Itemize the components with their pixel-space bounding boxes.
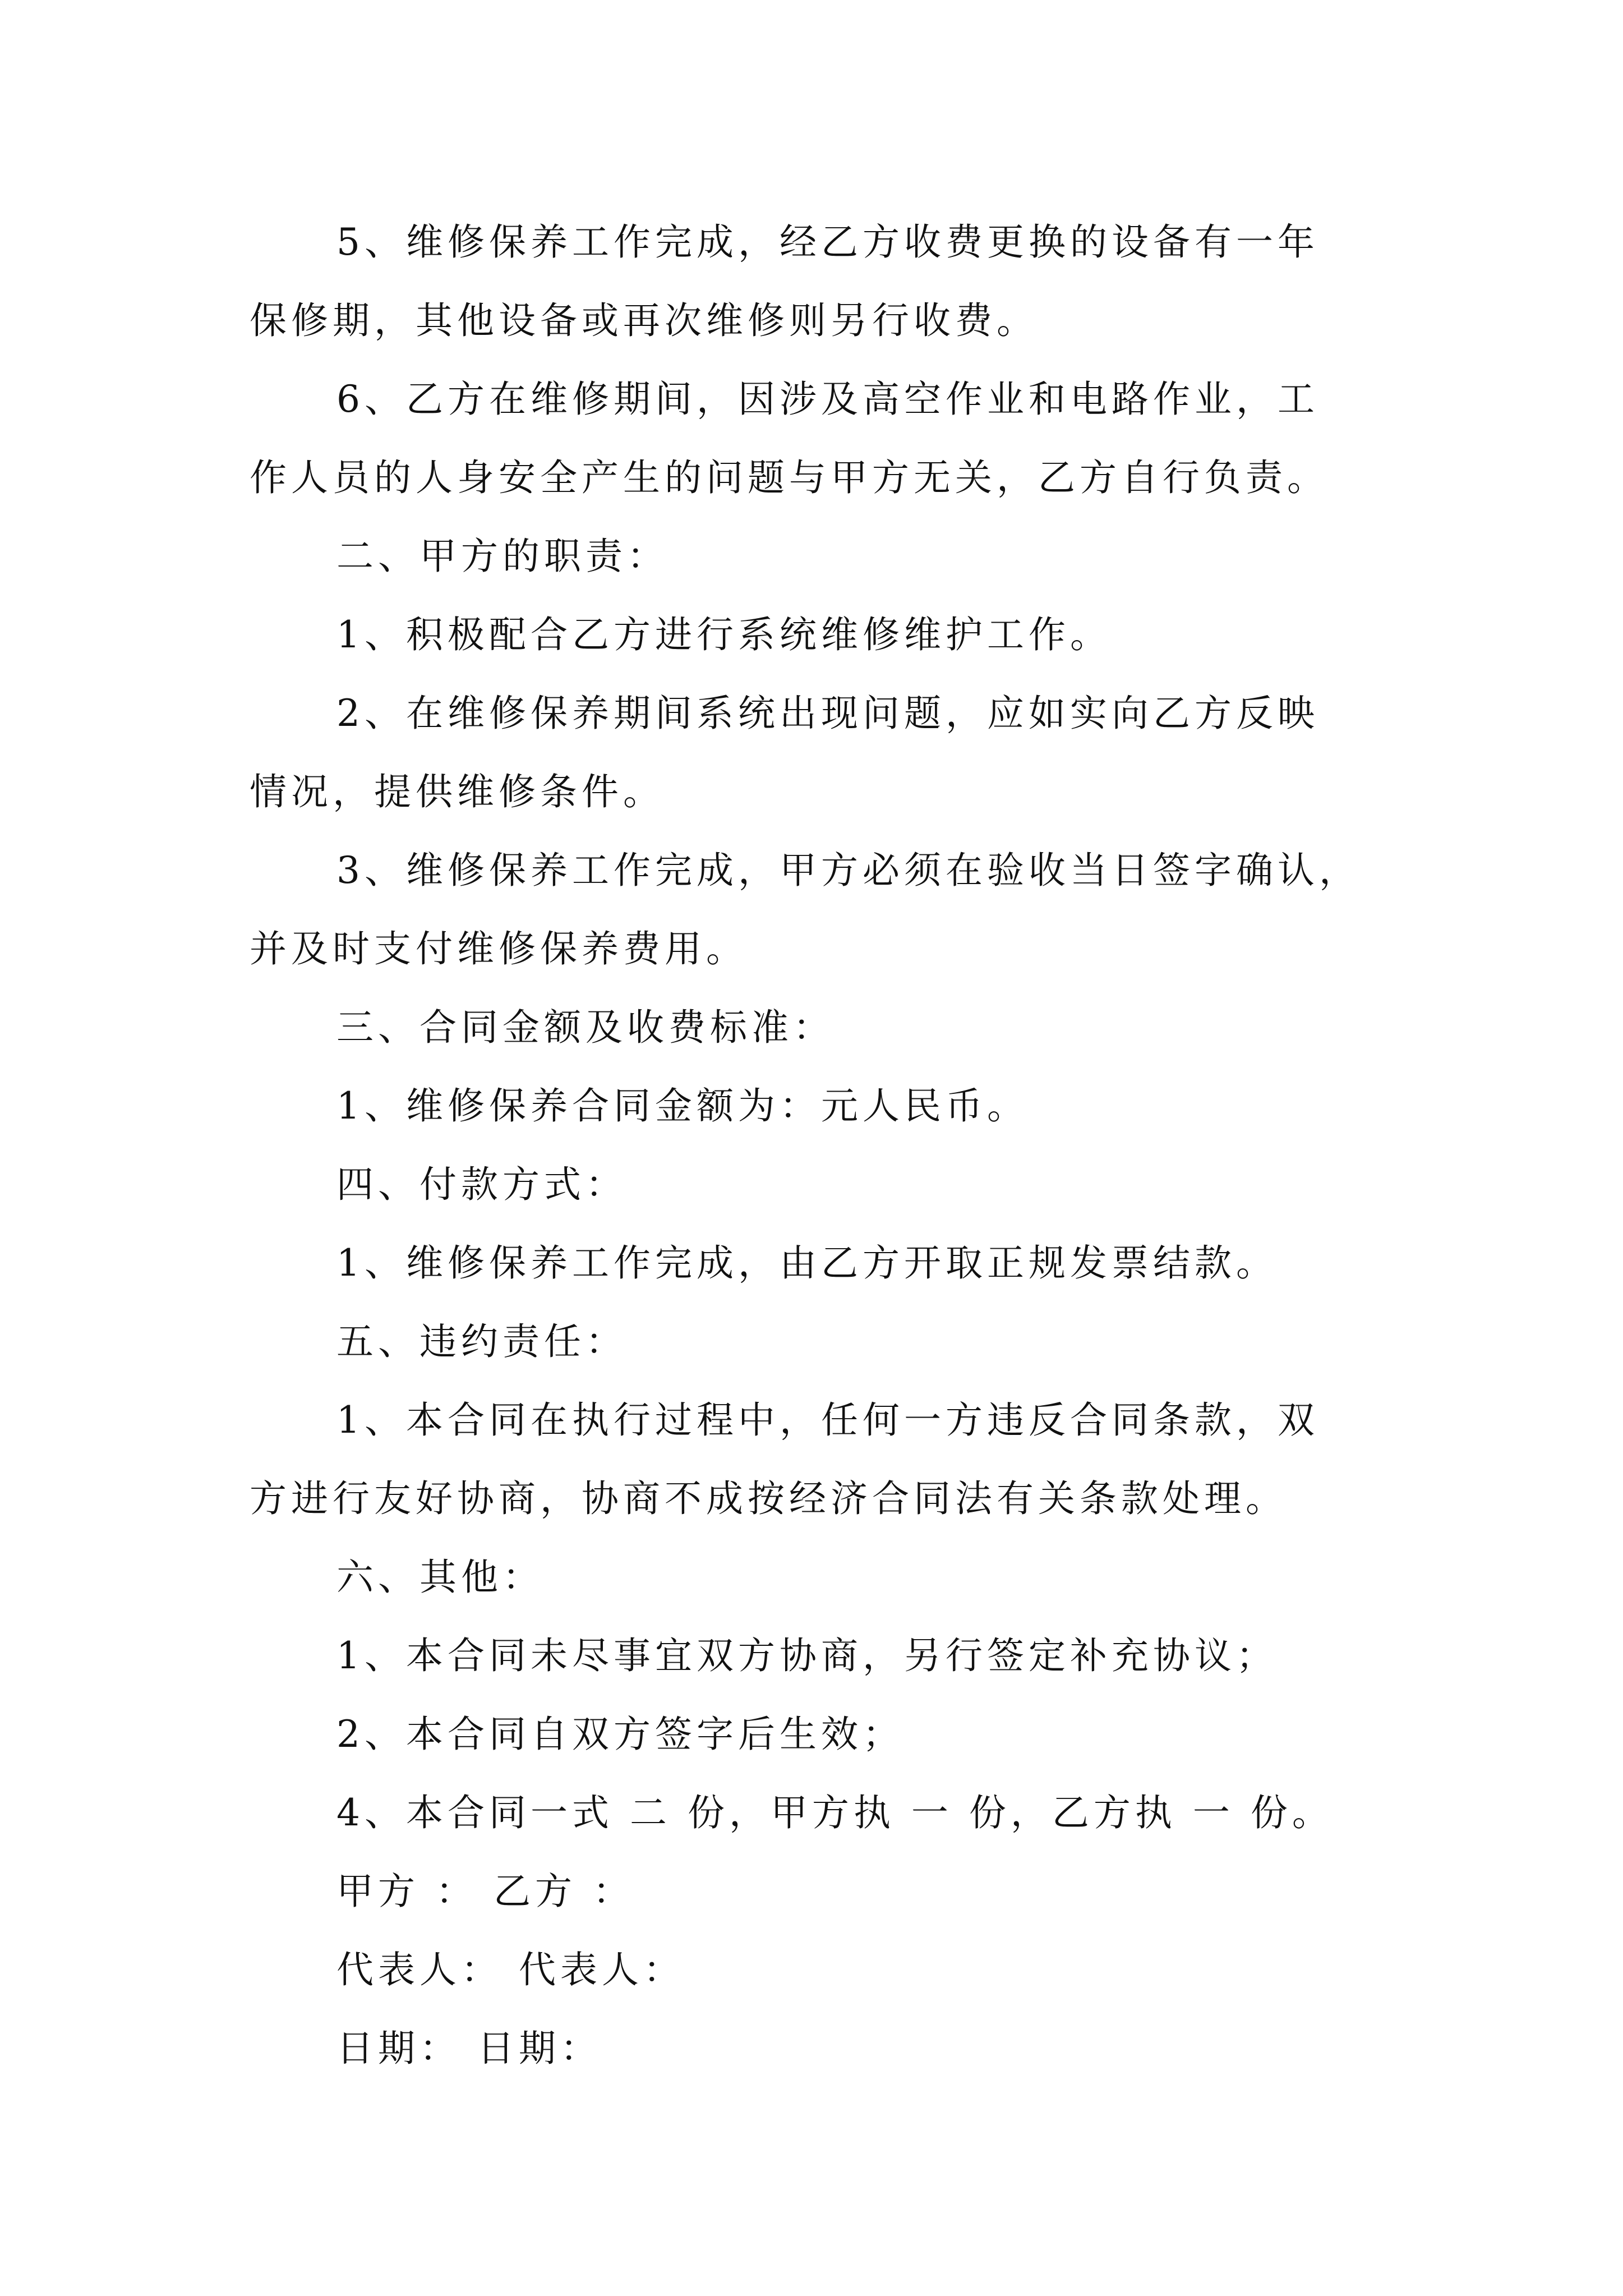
signature-party-line: 甲方 ： 乙方 ： <box>336 1870 634 1913</box>
section-2-item-3-line-2: 并及时支付维修保养费用。 <box>250 927 748 970</box>
section-6-item-2: 2、本合同自双方签字后生效； <box>336 1713 904 1756</box>
section-5-item-1-line-1: 1、本合同在执行过程中，任何一方违反合同条款，双 <box>336 1398 1319 1442</box>
section-6-item-4: 4、本合同一式 二 份，甲方执 一 份，乙方执 一 份。 <box>336 1791 1334 1834</box>
signature-representative-line: 代表人： 代表人： <box>336 1948 685 1991</box>
clause-6-line-2: 作人员的人身安全产生的问题与甲方无关，乙方自行负责。 <box>250 456 1329 499</box>
section-4-heading: 四、付款方式： <box>336 1163 627 1206</box>
section-2-heading: 二、甲方的职责： <box>336 535 668 578</box>
clause-5-line-2: 保修期，其他设备或再次维修则另行收费。 <box>250 299 1038 342</box>
section-3-heading: 三、合同金额及收费标准： <box>336 1006 834 1049</box>
section-2-item-1: 1、积极配合乙方进行系统维修维护工作。 <box>336 613 1112 656</box>
section-2-item-2-line-2: 情况，提供维修条件。 <box>250 770 665 813</box>
clause-5-line-1: 5、维修保养工作完成，经乙方收费更换的设备有一年 <box>336 220 1319 264</box>
signature-date-line: 日期： 日期： <box>336 2027 602 2070</box>
section-3-item-1: 1、维修保养合同金额为：元人民币。 <box>336 1084 1029 1128</box>
section-5-item-1-line-2: 方进行友好协商，协商不成按经济合同法有关条款处理。 <box>250 1477 1287 1520</box>
section-6-heading: 六、其他： <box>336 1556 544 1599</box>
section-2-item-3-line-1: 3、维修保养工作完成，甲方必须在验收当日签字确认， <box>336 849 1361 892</box>
clause-6-line-1: 6、乙方在维修期间，因涉及高空作业和电路作业，工 <box>336 378 1319 421</box>
section-2-item-2-line-1: 2、在维修保养期间系统出现问题，应如实向乙方反映 <box>336 692 1319 735</box>
section-6-item-1: 1、本合同未尽事宜双方协商，另行签定补充协议； <box>336 1634 1278 1677</box>
section-5-heading: 五、违约责任： <box>336 1320 627 1363</box>
section-4-item-1: 1、维修保养工作完成，由乙方开取正规发票结款。 <box>336 1241 1278 1285</box>
